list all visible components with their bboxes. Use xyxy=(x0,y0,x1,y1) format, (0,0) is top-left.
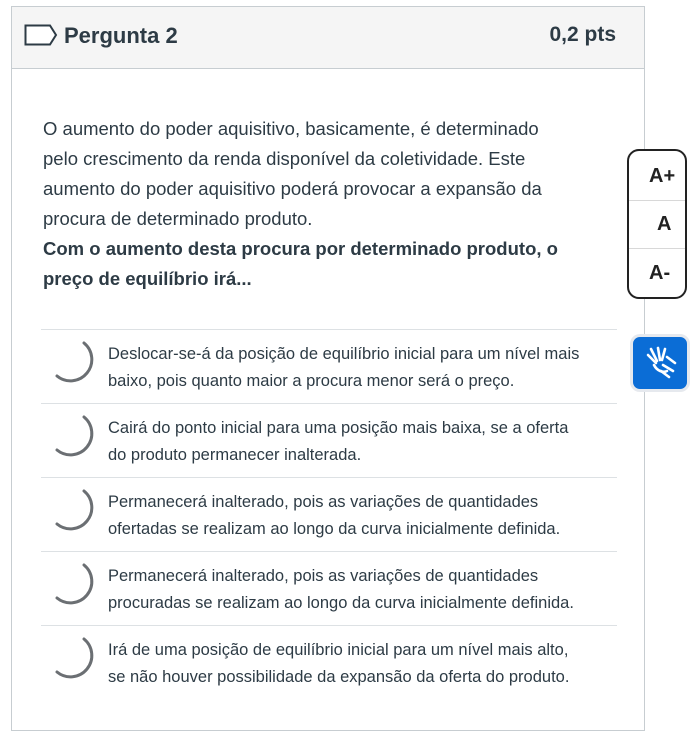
answer-label[interactable] xyxy=(108,341,608,395)
question-text xyxy=(43,114,603,294)
answer-label-line: ofertadas se realizam ao longo da curva inicialmente definida. xyxy=(108,520,561,538)
font-size-widget xyxy=(627,149,687,299)
radio-button-icon[interactable] xyxy=(47,634,91,678)
answer-label[interactable] xyxy=(108,489,608,543)
answer-label[interactable] xyxy=(108,415,608,469)
answer-list xyxy=(41,329,617,699)
question-card xyxy=(11,6,645,731)
radio-button-icon[interactable] xyxy=(47,486,91,530)
font-increase-button[interactable]: A+ xyxy=(629,153,685,201)
radio-button-icon[interactable] xyxy=(47,412,91,456)
answer-label-line: Permanecerá inalterado, pois as variações de quantidades xyxy=(108,493,539,511)
question-prompt-line: preço de equilíbrio irá... xyxy=(43,268,252,289)
answer-option-5[interactable] xyxy=(41,625,617,699)
answer-label-line: do produto permanecer inalterada. xyxy=(108,446,362,464)
answer-label-line: Deslocar-se-á da posição de equilíbrio inicial para um nível mais xyxy=(108,345,580,363)
answer-label-line: Irá de uma posição de equilíbrio inicial para um nível mais alto, xyxy=(108,641,569,659)
answer-label-line: se não houver possibilidade da expansão da oferta do produto. xyxy=(108,668,570,686)
question-prompt-line: Com o aumento desta procura por determinado produto, o xyxy=(43,238,558,259)
answer-label-line: procuradas se realizam ao longo da curva inicialmente definida. xyxy=(108,594,574,612)
answer-label[interactable] xyxy=(108,563,608,617)
answer-option-2[interactable] xyxy=(41,403,617,477)
answer-label-line: Cairá do ponto inicial para uma posição mais baixa, se a oferta xyxy=(108,419,569,437)
question-text-line: procura de determinado produto. xyxy=(43,208,313,229)
answer-label[interactable] xyxy=(108,637,608,691)
question-points: 0,2 pts xyxy=(549,23,616,46)
answer-option-4[interactable] xyxy=(41,551,617,625)
answer-label-line: Permanecerá inalterado, pois as variações de quantidades xyxy=(108,567,539,585)
radio-button-icon[interactable] xyxy=(47,338,91,382)
sign-language-button[interactable] xyxy=(630,334,690,392)
answer-option-3[interactable] xyxy=(41,477,617,551)
answer-option-1[interactable] xyxy=(41,329,617,403)
answer-label-line: baixo, pois quanto maior a procura menor será o preço. xyxy=(108,372,515,390)
sign-language-hands-icon xyxy=(645,345,679,381)
question-header xyxy=(12,7,644,69)
font-reset-button[interactable]: A xyxy=(629,201,685,249)
question-text-line: pelo crescimento da renda disponível da coletividade. Este xyxy=(43,148,526,169)
radio-button-icon[interactable] xyxy=(47,560,91,604)
question-text-line: aumento do poder aquisitivo poderá provocar a expansão da xyxy=(43,178,542,199)
flag-question-icon[interactable] xyxy=(24,24,58,46)
question-title: Pergunta 2 xyxy=(64,23,178,48)
question-text-line: O aumento do poder aquisitivo, basicamente, é determinado xyxy=(43,118,539,139)
font-decrease-button[interactable]: A- xyxy=(649,261,671,284)
